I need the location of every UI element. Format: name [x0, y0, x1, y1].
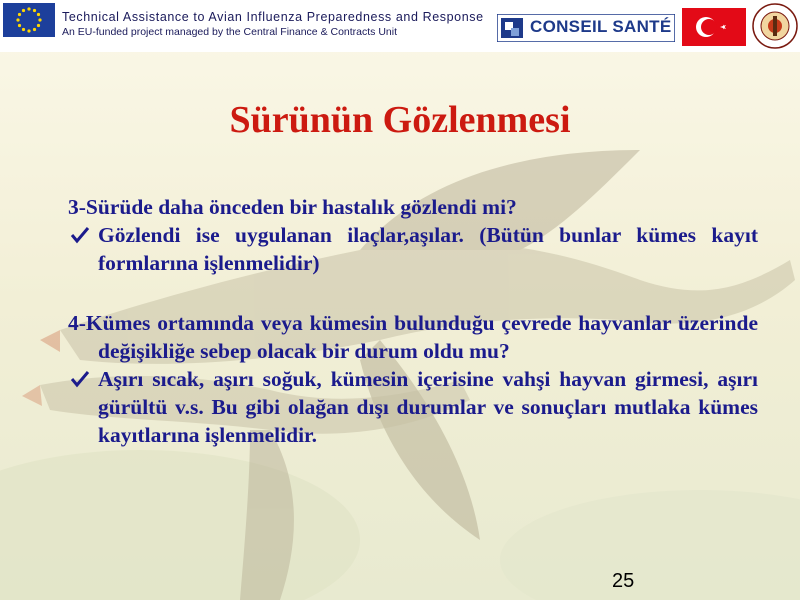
- project-subtitle: An EU-funded project managed by the Central Finance & Contracts Unit: [62, 26, 398, 38]
- question-4: 4-Kümes ortamında veya kümesin bulunduğu çevrede hayvanlar üzerinde değişikliğe sebep olacak bir durum oldu mu?: [68, 311, 758, 363]
- question-3: 3-Sürüde daha önceden bir hastalık gözlendi mi?: [68, 195, 517, 219]
- bullet-text-4: Aşırı sıcak, aşırı soğuk, kümesin içerisine vahşi hayvan girmesi, aşırı gürültü v.s. Bu gibi olağan dışı durumlar ve sonuçları mutlaka kümes kayıtlarına işlenmelidir.: [98, 367, 758, 447]
- conseil-sante-logo-text: CONSEIL SANTÉ: [530, 17, 672, 36]
- bullet-item-3: [68, 221, 758, 277]
- project-title: Technical Assistance to Avian Influenza Preparedness and Response: [62, 10, 484, 24]
- slide-title: Sürünün Gözlenmesi: [229, 99, 571, 141]
- ministry-seal-icon: [752, 3, 798, 49]
- bullet-item-4: [68, 365, 758, 449]
- page-number: 25: [612, 570, 635, 592]
- eu-flag-icon: [3, 3, 55, 37]
- turkey-flag-icon: [682, 8, 746, 46]
- bullet-text-3: Gözlendi ise uygulanan ilaçlar,aşılar. (Bütün bunlar kümes kayıt formlarına işlenmelidir): [98, 223, 758, 275]
- checkmark-icon: [70, 369, 90, 389]
- slide-content: [68, 193, 758, 449]
- checkmark-icon: [70, 225, 90, 245]
- header-bar: [0, 0, 800, 52]
